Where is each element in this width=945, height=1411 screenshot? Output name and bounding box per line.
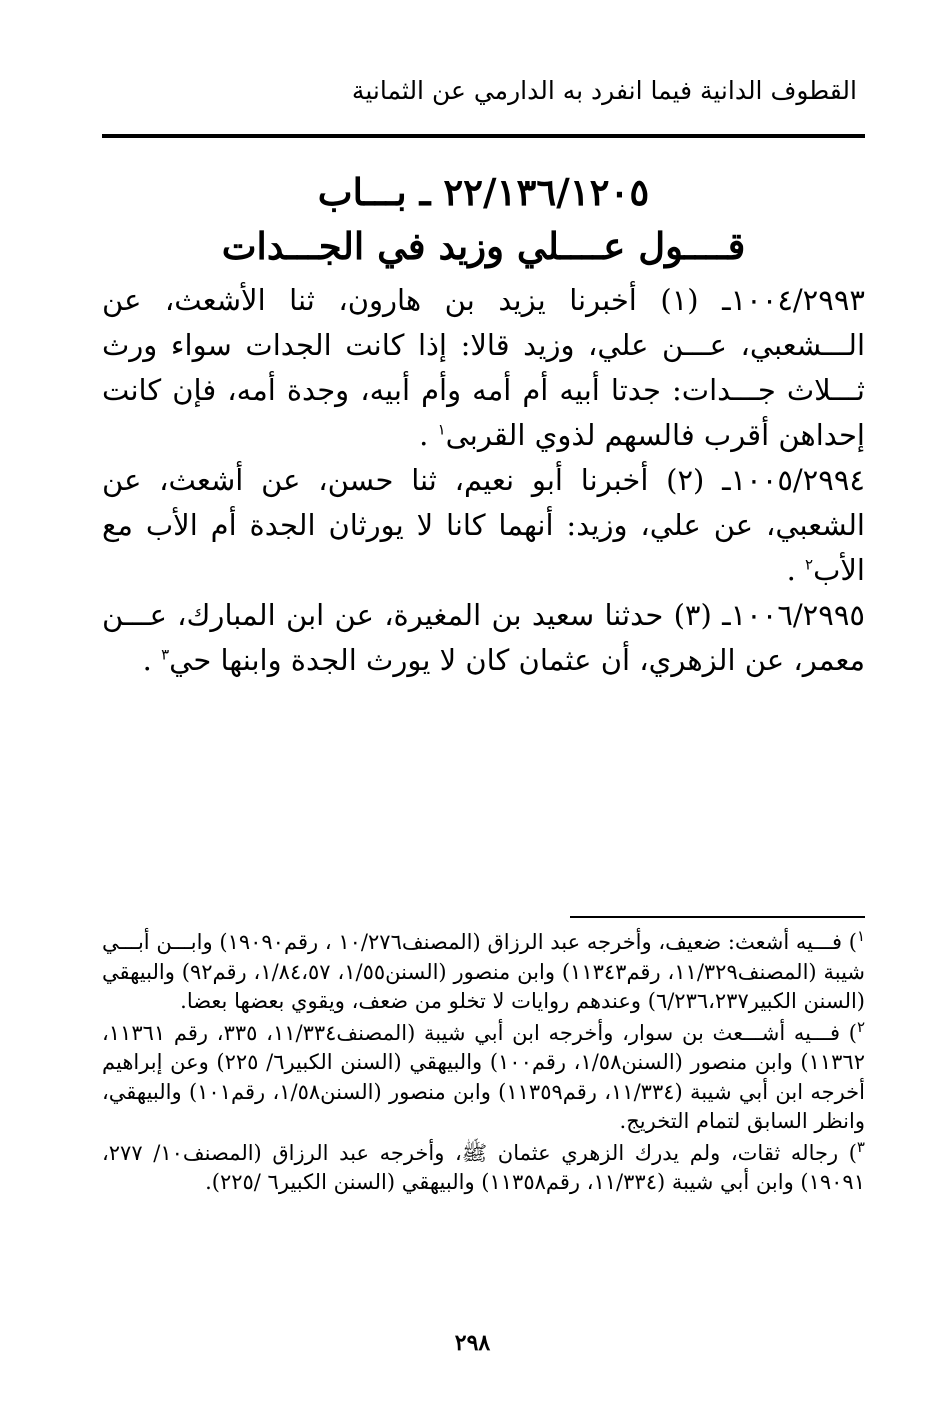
hadith-text: ١٠٠٥/٢٩٩٤ـ (٢) أخبرنا أبو نعيم، ثنا حسن، عن أشعث، عن الشعبي، عن علي، وزيد: أنهما كانا لا يورثان الجدة أم الأب مع الأب — [102, 463, 865, 587]
footnotes-section — [102, 928, 865, 1200]
footnote-reference: ٢ — [805, 555, 814, 574]
footnote-mark: ٣ — [856, 1137, 865, 1156]
footnote-mark: ١ — [856, 927, 865, 945]
main-text — [102, 278, 865, 683]
footnote — [102, 928, 865, 1017]
footnote-divider — [570, 916, 865, 918]
hadith-end-mark: . — [142, 643, 152, 677]
footnote-reference: ٣ — [161, 645, 170, 664]
footnote-text: ) فـــيه أشـــعث بن سوار، وأخرجه ابن أبي شيبة (المصنف١١/٣٣٤، ٣٣٥، رقم ١١٣٦١، ١١٣٦٢) وابن منصور (السنن١/٥٨، رقم١٠٠) والبيهقي (السنن الكبير٦/ ٢٢٥) وعن إبراهيم أخرجه ابن أبي شيبة (١١/٣٣٤، رقم١١٣٥٩) وابن منصور (السنن١/٥٨، رقم١٠١) والبيهقي، وانظر السابق لتمام التخريج. — [102, 1020, 865, 1133]
footnote-text: ) رجاله ثقات، ولم يدرك الزهري عثمان ﷺ، وأخرجه عبد الرزاق (المصنف١٠/ ٢٧٧، ١٩٠٩١) وابن أبي شيبة (١١/٣٣٤، رقم١١٣٥٨) والبيهقي (السنن الكبير٦ /٢٢٥). — [102, 1140, 865, 1194]
footnote — [102, 1019, 865, 1137]
hadith-paragraph — [102, 593, 865, 683]
hadith-text: ١٠٠٤/٢٩٩٣ـ (١) أخبرنا يزيد بن هارون، ثنا الأشعث، عن الـــشعبي، عـــن علي، وزيد قالا: إذا كانت الجدات سواء ورث ثـــلاث جـــدات: جدتا أبيه أم أمه وأم أبيه، وجدة أمه، فإن كانت إحداهن أقرب فالسهم لذوي القربى — [102, 283, 865, 452]
hadith-paragraph — [102, 458, 865, 593]
footnote-reference: ١ — [437, 420, 446, 439]
chapter-subheading: قــــول عــــلي وزيد في الجـــدات — [221, 224, 746, 268]
hadith-paragraph — [102, 278, 865, 458]
chapter-heading: ٢٢/١٣٦/١٢٠٥ ـ بـــاب — [317, 170, 650, 214]
footnote-mark: ٢ — [856, 1017, 865, 1036]
page-number: ٢٩٨ — [454, 1330, 491, 1356]
footnote-text: ) فـــيه أشعث: ضعيف، وأخرجه عبد الرزاق (المصنف١٠/٢٧٦ ، رقم١٩٠٩٠) وابـــن أبـــي شيبة (المصنف١١/٣٢٩، رقم١١٣٤٣) وابن منصور (السنن١/٥٥، ١/٨٤،٥٧، رقم٩٢) والبيهقي (السنن الكبير٦/٢٣٦،٢٣٧) وعندهم روايات لا تخلو من ضعف، ويقوي بعضها بعضا. — [102, 930, 866, 1013]
header-divider — [102, 134, 865, 138]
hadith-end-mark: . — [786, 553, 796, 587]
running-header-title: القطوف الدانية فيما انفرد به الدارمي عن الثمانية — [351, 76, 857, 105]
hadith-text: ١٠٠٦/٢٩٩٥ـ (٣) حدثنا سعيد بن المغيرة، عن ابن المبارك، عـــن معمر، عن الزهري، أن عثمان كان لا يورث الجدة وابنها حي — [102, 598, 865, 677]
footnote — [102, 1139, 865, 1198]
hadith-end-mark: . — [419, 418, 429, 452]
